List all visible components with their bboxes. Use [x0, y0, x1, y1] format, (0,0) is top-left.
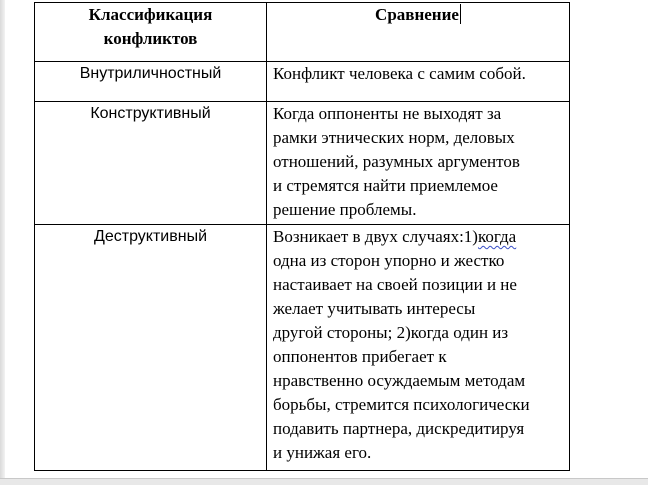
table-row [35, 225, 570, 471]
conflict-description-cell[interactable] [267, 62, 570, 102]
description-line: желает учитывать интересы [273, 299, 476, 318]
description-line [273, 225, 563, 249]
description-line: одна из сторон упорно и жестко [273, 251, 505, 270]
description-line: Конфликт человека с самим собой. [273, 64, 526, 83]
text-cursor [460, 4, 461, 24]
description-line: и унижая его. [273, 443, 372, 462]
header-comparison-text: Сравнение [375, 5, 459, 24]
description-line: нравственно осуждаемым методам [273, 371, 526, 390]
description-line: оппонентов прибегает к [273, 347, 447, 366]
conflict-type-constructive: Конструктивный [90, 105, 211, 122]
conflict-type-cell[interactable] [35, 225, 267, 471]
conflict-type-cell[interactable] [35, 102, 267, 225]
conflict-classification-table [34, 2, 570, 471]
header-classification[interactable] [35, 3, 267, 62]
description-line: и стремятся найти приемлемое [273, 176, 498, 195]
conflict-description-cell[interactable] [267, 102, 570, 225]
conflict-type-destructive: Деструктивный [94, 228, 207, 245]
spellcheck-underlined-word: когда [477, 227, 517, 246]
table-row [35, 62, 570, 102]
description-line: рамки этнических норм, деловых [273, 128, 515, 147]
header-classification-line-1: Классификация [88, 5, 213, 24]
table-row [35, 102, 570, 225]
header-comparison[interactable] [267, 3, 570, 62]
description-line: Когда оппоненты не выходят за [273, 104, 502, 123]
description-text: Возникает в двух случаях:1) [273, 227, 478, 246]
page-margin-shade [0, 0, 5, 484]
conflict-type-intrapersonal: Внутриличностный [79, 65, 222, 82]
header-classification-line-2: конфликтов [103, 29, 198, 48]
description-line: отношений, разумных аргументов [273, 152, 520, 171]
conflict-description-cell[interactable] [267, 225, 570, 471]
table-header-row [35, 3, 570, 62]
description-line: другой стороны; 2)когда один из [273, 323, 509, 342]
description-line: подавить партнера, дискредитируя [273, 419, 525, 438]
description-line: борьбы, стремится психологически [273, 395, 530, 414]
description-line: настаивает на своей позиции и не [273, 275, 517, 294]
description-line: решение проблемы. [273, 200, 417, 219]
conflict-type-cell[interactable] [35, 62, 267, 102]
